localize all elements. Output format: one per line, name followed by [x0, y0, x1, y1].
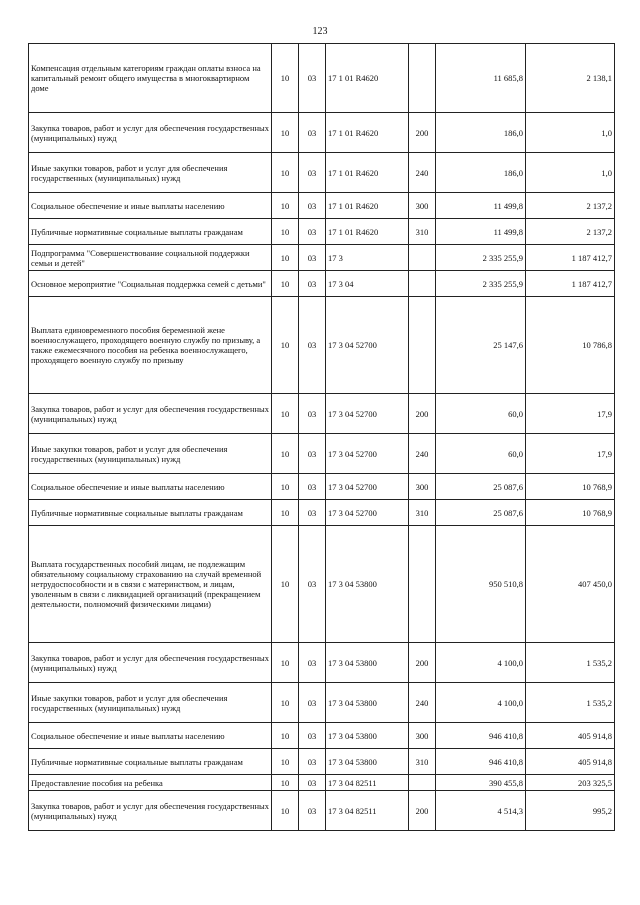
amount-year-2: 405 914,8: [526, 749, 615, 775]
expense-type-code: 200: [409, 643, 436, 683]
budget-table: [28, 43, 615, 831]
row-name: Иные закупки товаров, работ и услуг для обеспечения государственных (муниципальных) нужд: [29, 153, 272, 193]
table-row: [29, 297, 615, 394]
table-row: [29, 193, 615, 219]
row-name: Компенсация отдельным категориям граждан оплаты взноса на капитальный ремонт общего имущества в многоквартирном доме: [29, 44, 272, 113]
section-code: 10: [272, 271, 299, 297]
amount-year-2: 10 768,9: [526, 474, 615, 500]
expense-type-code: 240: [409, 434, 436, 474]
amount-year-2: 1,0: [526, 153, 615, 193]
section-code: 10: [272, 44, 299, 113]
section-code: 10: [272, 245, 299, 271]
row-name: Подпрограмма "Совершенствование социальной поддержки семьи и детей": [29, 245, 272, 271]
expense-type-code: 310: [409, 749, 436, 775]
subsection-code: 03: [299, 643, 326, 683]
target-article-code: 17 3 04 52700: [326, 297, 409, 394]
amount-year-1: 390 455,8: [436, 775, 526, 791]
table-row: [29, 683, 615, 723]
target-article-code: 17 3 04 52700: [326, 394, 409, 434]
amount-year-1: 11 499,8: [436, 219, 526, 245]
amount-year-1: 186,0: [436, 153, 526, 193]
amount-year-2: 1 187 412,7: [526, 271, 615, 297]
expense-type-code: 240: [409, 153, 436, 193]
row-name: Выплата государственных пособий лицам, не подлежащим обязательному социальному страхованию на случай временной нетрудоспособности и в связи с материнством, и лицам, уволенным в связи с ликвидацией организаций (прекращением деятельности, полномочий физическими лицами): [29, 526, 272, 643]
subsection-code: 03: [299, 44, 326, 113]
amount-year-2: 2 138,1: [526, 44, 615, 113]
section-code: 10: [272, 153, 299, 193]
section-code: 10: [272, 297, 299, 394]
section-code: 10: [272, 193, 299, 219]
amount-year-1: 186,0: [436, 113, 526, 153]
expense-type-code: 200: [409, 113, 436, 153]
amount-year-2: 10 768,9: [526, 500, 615, 526]
row-name: Закупка товаров, работ и услуг для обеспечения государственных (муниципальных) нужд: [29, 394, 272, 434]
table-row: [29, 113, 615, 153]
section-code: 10: [272, 526, 299, 643]
subsection-code: 03: [299, 434, 326, 474]
target-article-code: 17 3 04 53800: [326, 723, 409, 749]
amount-year-1: 11 685,8: [436, 44, 526, 113]
row-name: Закупка товаров, работ и услуг для обеспечения государственных (муниципальных) нужд: [29, 791, 272, 831]
expense-type-code: 300: [409, 723, 436, 749]
row-name: Социальное обеспечение и иные выплаты населению: [29, 474, 272, 500]
table-row: [29, 474, 615, 500]
subsection-code: 03: [299, 749, 326, 775]
amount-year-2: 2 137,2: [526, 193, 615, 219]
table-row: [29, 723, 615, 749]
amount-year-1: 950 510,8: [436, 526, 526, 643]
page-number: 123: [312, 26, 328, 37]
target-article-code: 17 3 04 82511: [326, 775, 409, 791]
row-name: Социальное обеспечение и иные выплаты населению: [29, 193, 272, 219]
section-code: 10: [272, 775, 299, 791]
row-name: Основное мероприятие "Социальная поддержка семей с детьми": [29, 271, 272, 297]
amount-year-1: 11 499,8: [436, 193, 526, 219]
amount-year-1: 2 335 255,9: [436, 245, 526, 271]
target-article-code: 17 1 01 R4620: [326, 193, 409, 219]
amount-year-1: 25 087,6: [436, 500, 526, 526]
expense-type-code: 240: [409, 683, 436, 723]
expense-type-code: 300: [409, 474, 436, 500]
target-article-code: 17 3 04: [326, 271, 409, 297]
amount-year-2: 407 450,0: [526, 526, 615, 643]
subsection-code: 03: [299, 193, 326, 219]
amount-year-1: 25 147,6: [436, 297, 526, 394]
table-body: [29, 44, 615, 831]
section-code: 10: [272, 643, 299, 683]
section-code: 10: [272, 394, 299, 434]
section-code: 10: [272, 791, 299, 831]
table-row: [29, 153, 615, 193]
target-article-code: 17 3: [326, 245, 409, 271]
amount-year-2: 2 137,2: [526, 219, 615, 245]
section-code: 10: [272, 683, 299, 723]
row-name: Предоставление пособия на ребенка: [29, 775, 272, 791]
expense-type-code: 300: [409, 193, 436, 219]
row-name: Закупка товаров, работ и услуг для обеспечения государственных (муниципальных) нужд: [29, 113, 272, 153]
row-name: Социальное обеспечение и иные выплаты населению: [29, 723, 272, 749]
expense-type-code: [409, 44, 436, 113]
table-row: [29, 643, 615, 683]
section-code: 10: [272, 219, 299, 245]
target-article-code: 17 3 04 53800: [326, 749, 409, 775]
amount-year-2: 17,9: [526, 434, 615, 474]
table-row: [29, 394, 615, 434]
subsection-code: 03: [299, 271, 326, 297]
expense-type-code: 200: [409, 394, 436, 434]
target-article-code: 17 1 01 R4620: [326, 44, 409, 113]
target-article-code: 17 3 04 53800: [326, 643, 409, 683]
subsection-code: 03: [299, 474, 326, 500]
target-article-code: 17 3 04 53800: [326, 683, 409, 723]
subsection-code: 03: [299, 245, 326, 271]
amount-year-2: 10 786,8: [526, 297, 615, 394]
expense-type-code: 310: [409, 500, 436, 526]
subsection-code: 03: [299, 775, 326, 791]
amount-year-1: 60,0: [436, 434, 526, 474]
amount-year-2: 1 535,2: [526, 643, 615, 683]
table-row: [29, 500, 615, 526]
amount-year-1: 946 410,8: [436, 749, 526, 775]
expense-type-code: 200: [409, 791, 436, 831]
expense-type-code: [409, 526, 436, 643]
amount-year-1: 4 100,0: [436, 683, 526, 723]
row-name: Иные закупки товаров, работ и услуг для обеспечения государственных (муниципальных) нужд: [29, 434, 272, 474]
amount-year-1: 4 514,3: [436, 791, 526, 831]
amount-year-1: 4 100,0: [436, 643, 526, 683]
target-article-code: 17 3 04 52700: [326, 474, 409, 500]
amount-year-1: 25 087,6: [436, 474, 526, 500]
subsection-code: 03: [299, 394, 326, 434]
amount-year-1: 2 335 255,9: [436, 271, 526, 297]
section-code: 10: [272, 434, 299, 474]
table-row: [29, 791, 615, 831]
target-article-code: 17 1 01 R4620: [326, 113, 409, 153]
subsection-code: 03: [299, 791, 326, 831]
row-name: Выплата единовременного пособия беременной жене военнослужащего, проходящего военную службу по призыву, а также ежемесячного пособия на ребенка военнослужащего, проходящего военную службу по призыву: [29, 297, 272, 394]
table-row: [29, 219, 615, 245]
row-name: Публичные нормативные социальные выплаты гражданам: [29, 500, 272, 526]
target-article-code: 17 1 01 R4620: [326, 153, 409, 193]
table-row: [29, 271, 615, 297]
table-row: [29, 44, 615, 113]
amount-year-2: 203 325,5: [526, 775, 615, 791]
amount-year-2: 17,9: [526, 394, 615, 434]
section-code: 10: [272, 723, 299, 749]
subsection-code: 03: [299, 526, 326, 643]
target-article-code: 17 3 04 52700: [326, 500, 409, 526]
row-name: Иные закупки товаров, работ и услуг для обеспечения государственных (муниципальных) нужд: [29, 683, 272, 723]
section-code: 10: [272, 500, 299, 526]
subsection-code: 03: [299, 153, 326, 193]
amount-year-2: 1,0: [526, 113, 615, 153]
amount-year-2: 405 914,8: [526, 723, 615, 749]
subsection-code: 03: [299, 219, 326, 245]
expense-type-code: [409, 297, 436, 394]
amount-year-1: 946 410,8: [436, 723, 526, 749]
target-article-code: 17 3 04 82511: [326, 791, 409, 831]
amount-year-2: 1 187 412,7: [526, 245, 615, 271]
expense-type-code: [409, 245, 436, 271]
row-name: Публичные нормативные социальные выплаты гражданам: [29, 749, 272, 775]
row-name: Публичные нормативные социальные выплаты гражданам: [29, 219, 272, 245]
subsection-code: 03: [299, 297, 326, 394]
expense-type-code: [409, 775, 436, 791]
target-article-code: 17 1 01 R4620: [326, 219, 409, 245]
amount-year-2: 995,2: [526, 791, 615, 831]
target-article-code: 17 3 04 52700: [326, 434, 409, 474]
amount-year-2: 1 535,2: [526, 683, 615, 723]
table-row: [29, 775, 615, 791]
expense-type-code: [409, 271, 436, 297]
subsection-code: 03: [299, 500, 326, 526]
table-row: [29, 434, 615, 474]
section-code: 10: [272, 113, 299, 153]
table-row: [29, 526, 615, 643]
row-name: Закупка товаров, работ и услуг для обеспечения государственных (муниципальных) нужд: [29, 643, 272, 683]
section-code: 10: [272, 474, 299, 500]
subsection-code: 03: [299, 683, 326, 723]
target-article-code: 17 3 04 53800: [326, 526, 409, 643]
amount-year-1: 60,0: [436, 394, 526, 434]
subsection-code: 03: [299, 723, 326, 749]
table-row: [29, 749, 615, 775]
section-code: 10: [272, 749, 299, 775]
table-row: [29, 245, 615, 271]
subsection-code: 03: [299, 113, 326, 153]
expense-type-code: 310: [409, 219, 436, 245]
